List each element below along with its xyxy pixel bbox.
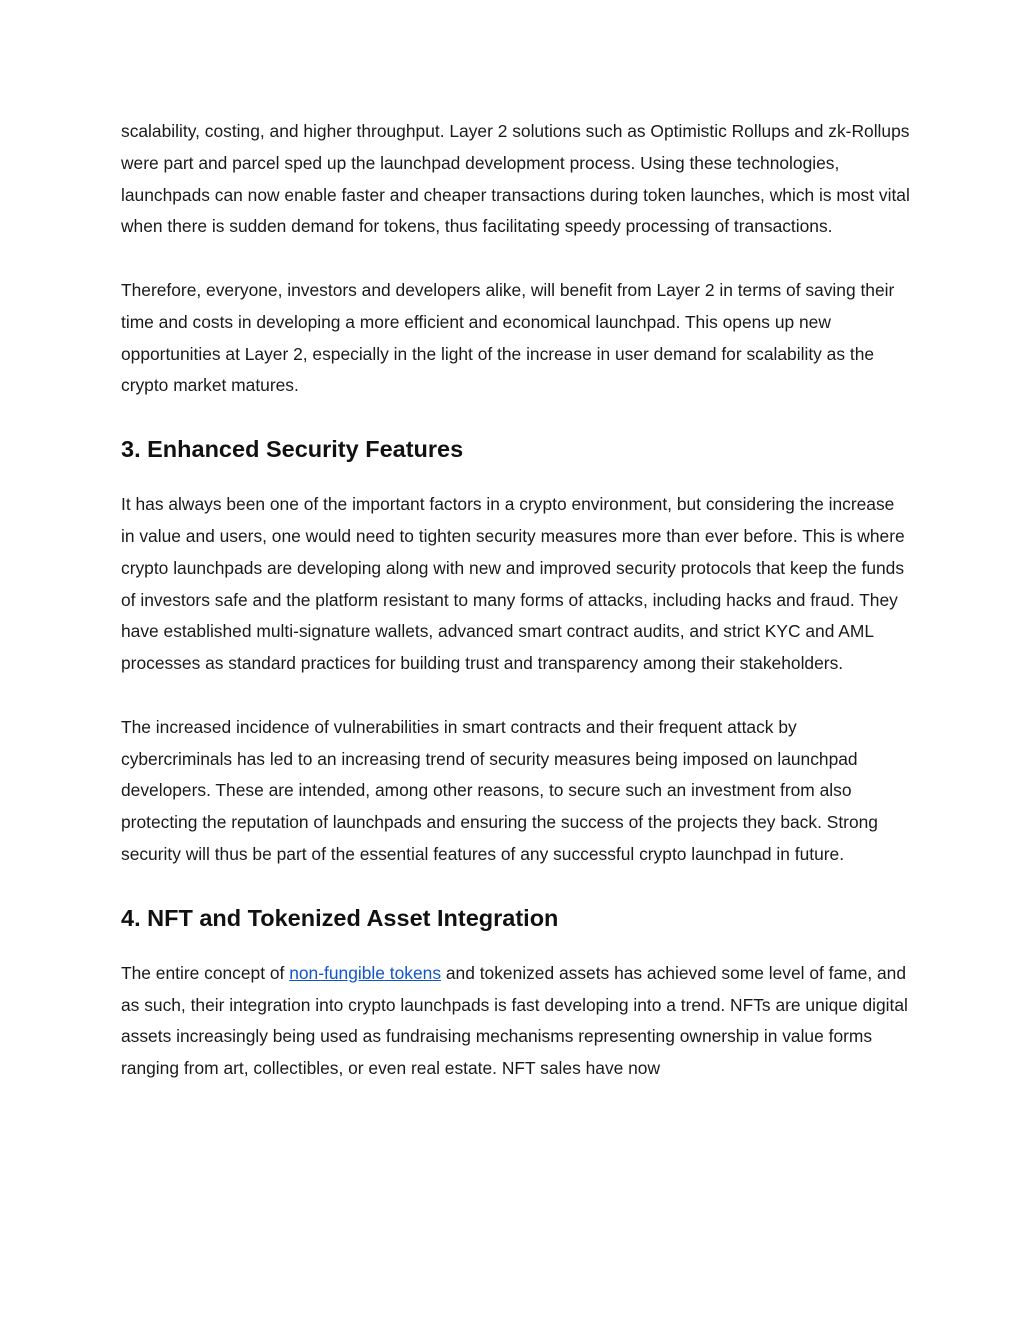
section-heading-security: [121, 434, 911, 464]
paragraph-security-trend: [121, 712, 911, 871]
heading-text: 4. NFT and Tokenized Asset Integration: [121, 904, 559, 931]
paragraph-text: Therefore, everyone, investors and developers alike, will benefit from Layer 2 in terms of saving their time and costs in developing a more efficient and economical launchpad. This opens up new opportunities at Layer 2, especially in the light of the increase in user demand for scalability as the crypto market matures.: [121, 279, 895, 396]
paragraph-nft-integration: [121, 958, 911, 1085]
paragraph-text-after-link: and tokenized assets has achieved some level of fame, and as such, their integration into crypto launchpads is fast developing into a trend. NFTs are unique digital assets increasingly being used as fundraising mechanisms representing ownership in value forms ranging from art, collectibles, or even real estate. NFT sales have now: [121, 962, 908, 1079]
paragraph-text: scalability, costing, and higher throughput. Layer 2 solutions such as Optimistic Rollups and zk-Rollups were part and parcel sped up the launchpad development process. Using these technologies, launchpads can now enable faster and cheaper transactions during token launches, which is most vital when there is sudden demand for tokens, thus facilitating speedy processing of transactions.: [121, 121, 910, 237]
paragraph-security-protocols: [121, 489, 911, 680]
paragraph-text: The increased incidence of vulnerabilities in smart contracts and their frequent attack by cybercriminals has led to an increasing trend of security measures being imposed on launchpad developers. These are intended, among other reasons, to secure such an investment from also protecting the reputation of launchpads and ensuring the success of the projects they back. Strong security will thus be part of the essential features of any successful crypto launchpad in future.: [121, 716, 878, 864]
section-heading-nft: [121, 903, 911, 933]
document-page: [121, 116, 911, 1085]
paragraph-text: It has always been one of the important factors in a crypto environment, but considering the increase in value and users, one would need to tighten security measures more than ever before. This is where crypto launchpads are developing along with new and improved security protocols that keep the funds of investors safe and the platform resistant to many forms of attacks, including hacks and fraud. They have established multi-signature wallets, advanced smart contract audits, and strict KYC and AML processes as standard practices for building trust and transparency among their stakeholders.: [121, 494, 905, 674]
non-fungible-tokens-link[interactable]: non-fungible tokens: [289, 962, 442, 983]
paragraph-spacer: [121, 243, 911, 275]
paragraph-layer2-benefits: [121, 275, 911, 402]
heading-text: 3. Enhanced Security Features: [121, 436, 464, 463]
paragraph-spacer: [121, 680, 911, 712]
paragraph-layer2-solutions: [121, 116, 911, 243]
paragraph-text-before-link: The entire concept of: [121, 962, 290, 983]
